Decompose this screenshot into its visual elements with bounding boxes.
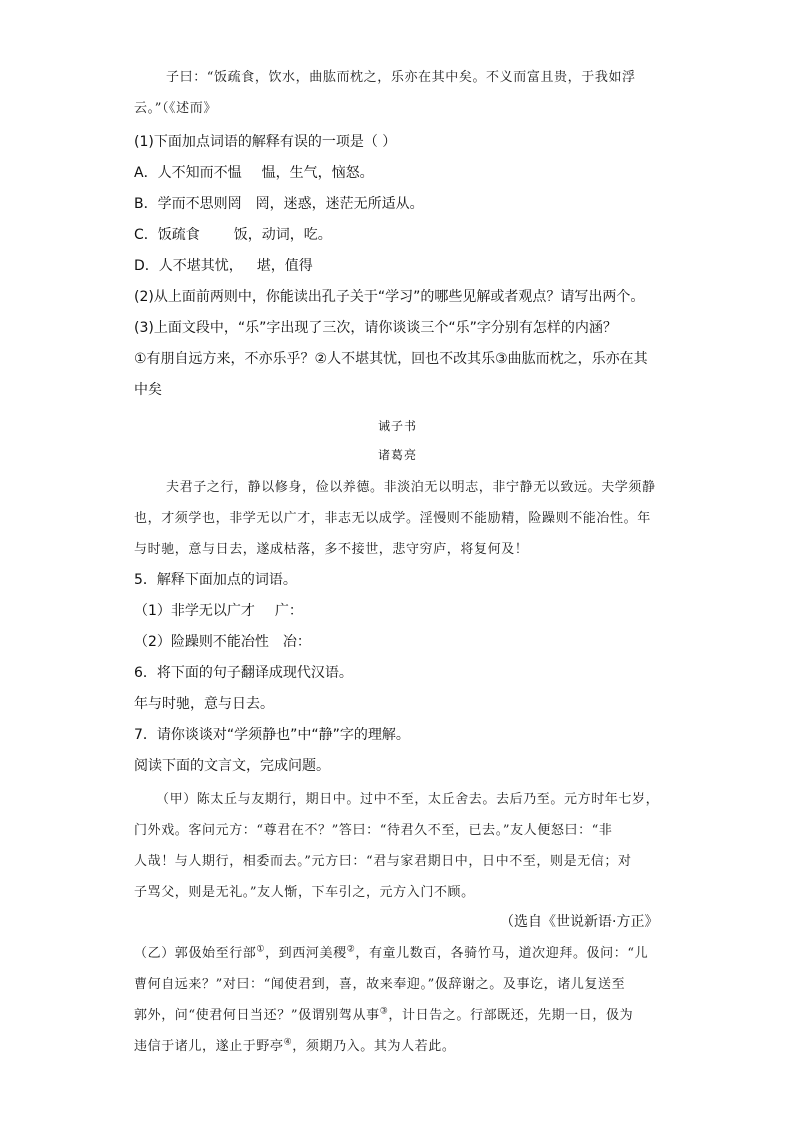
- footnote-mark-2: ②: [346, 944, 356, 955]
- lunyu-line-2: 云。”（《述而》: [134, 101, 217, 116]
- footnote-mark-4: ④: [283, 1037, 293, 1048]
- footnote-mark-1: ①: [256, 944, 266, 955]
- essay-author: 诸葛亮: [378, 448, 418, 462]
- jia-line-2: 门外戏。客问元方：“尊君在不？”答曰：“待君久不至，已去。”友人便怒曰：“非: [134, 823, 613, 838]
- jiezishu-line-1: 夫君子之行，静以修身，俭以养德。非淡泊无以明志，非宁静无以致远。夫学须静: [166, 480, 656, 495]
- jia-line-1: （甲）陈太丘与友期行，期日中。过中不至，太丘舍去。去后乃至。元方时年七岁，: [156, 792, 660, 807]
- footnote-mark-3: ③: [379, 1006, 389, 1017]
- q3-stem: (3)上面文段中，“乐”字出现了三次，请你谈谈三个“乐”字分别有怎样的内涵？: [134, 320, 617, 336]
- q5-stem: 5．解释下面加点的词语。: [134, 572, 297, 588]
- jia-line-4: 子骂父，则是无礼。”友人惭，下车引之，元方入门不顾。: [134, 885, 475, 900]
- jiezishu-line-3: 与时驰，意与日去，遂成枯落，多不接世，悲守穷庐，将复何及！: [134, 542, 529, 557]
- q3-line-2: 中矣: [134, 382, 162, 398]
- yi-line-1: （乙）郭伋始至行部①，到西河美稷②，有童儿数百，各骑竹马，道次迎拜。伋问：“儿: [134, 944, 649, 961]
- q1-option-c: C．饭疏食 饭，动词，吃。: [134, 227, 332, 243]
- lunyu-line-1: 子曰：“饭疏食，饮水，曲肱而枕之，乐亦在其中矣。不义而富且贵，于我如浮: [166, 70, 636, 85]
- yi-line-3: 郭外，问“使君何日当还？”伋谓别驾从事③，计日告之。行部既还，先期一日，伋为: [134, 1006, 634, 1023]
- q6-stem: 6．将下面的句子翻译成现代汉语。: [134, 665, 353, 681]
- jia-source: （选自《世说新语·方正》: [500, 914, 659, 930]
- jiezishu-line-2: 也，才须学也，非学无以广才，非志无以成学。淫慢则不能励精，险躁则不能冶性。年: [134, 511, 651, 526]
- q5-item-1: （1）非学无以广才 广：: [134, 603, 303, 619]
- q5-item-2: （2）险躁则不能冶性 冶：: [134, 634, 311, 650]
- q7-stem: 7．请你谈谈对“学须静也”中“静”字的理解。: [134, 727, 410, 743]
- q3-line-1: ①有朋自远方来，不亦乐乎？②人不堪其忧，回也不改其乐③曲肱而枕之，乐亦在其: [134, 351, 648, 367]
- q6-sentence: 年与时驰，意与日去。: [134, 696, 274, 712]
- q1-stem: (1)下面加点词语的解释有误的一项是（ ）: [134, 134, 397, 150]
- q1-option-b: B．学而不思则罔 罔，迷惑，迷茫无所适从。: [134, 196, 424, 212]
- reading-instruction: 阅读下面的文言文，完成问题。: [134, 758, 330, 774]
- q2-stem: (2)从上面前两则中，你能读出孔子关于“学习”的哪些见解或者观点？请写出两个。: [134, 289, 645, 305]
- jia-line-3: 人哉！与人期行，相委而去。”元方曰：“君与家君期日中，日中不至，则是无信；对: [134, 854, 632, 869]
- q1-option-d: D．人不堪其忧， 堪，值得: [134, 258, 313, 274]
- yi-line-4: 违信于诸儿，遂止于野亭④，须期乃入。其为人若此。: [134, 1037, 456, 1054]
- q1-option-a: A．人不知而不愠 愠，生气，恼怒。: [134, 165, 374, 181]
- yi-line-2: 曹何自远来？”对曰：“闻使君到，喜，故来奉迎。”伋辞谢之。及事讫，诸儿复送至: [134, 977, 626, 992]
- essay-title: 诫子书: [378, 419, 418, 433]
